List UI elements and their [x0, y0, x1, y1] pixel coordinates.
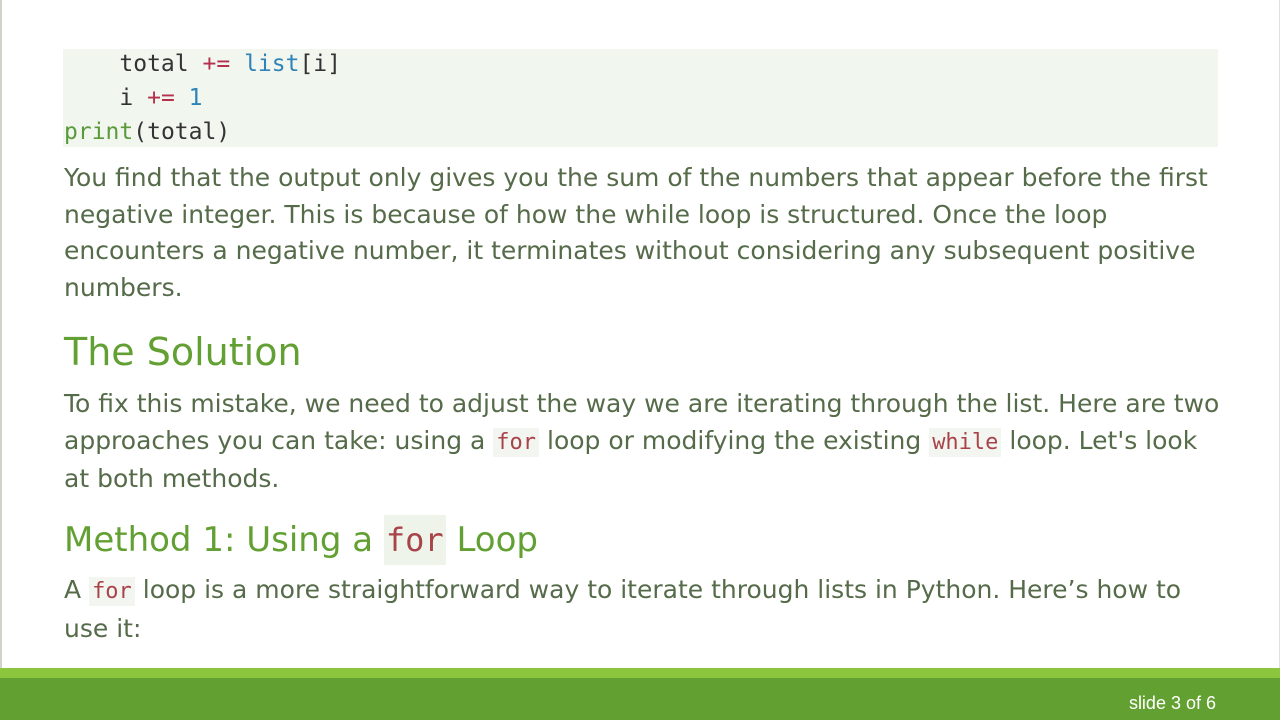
code-function: print: [64, 119, 134, 145]
method1-paragraph: [64, 572, 1224, 647]
footer-bar: [0, 678, 1280, 720]
slide-number: slide 3 of 6: [1128, 693, 1216, 713]
explanation-paragraph: You find that the output only gives you the sum of the numbers that appear before the first negative integer. This is because of how the while loop is structured. Once the loop encounters a negative number, it terminates without considering any subsequent positive numbers.: [64, 163, 1208, 302]
code-number: 1: [188, 85, 203, 111]
footer-accent-stripe: [0, 668, 1280, 678]
code-variable: total: [119, 51, 189, 77]
slide-left-border: [0, 0, 2, 720]
code-indent: [64, 85, 119, 111]
code-text: (total): [133, 119, 231, 145]
code-line: [64, 83, 203, 113]
paragraph-text: loop is a more straightforward way to iterate through lists in Python. Here’s how to use it:: [64, 575, 1182, 643]
method1-heading: [64, 517, 538, 563]
inline-code-while: while: [929, 428, 1001, 457]
code-function: list: [244, 51, 300, 77]
paragraph-text: loop or modifying the existing: [539, 425, 930, 455]
code-variable: i: [119, 85, 134, 111]
inline-code-for: for: [89, 577, 135, 606]
code-text: [i]: [299, 51, 341, 77]
code-indent: [64, 51, 119, 77]
paragraph-text: loop. Let's look at both methods.: [64, 425, 1198, 493]
code-line: [64, 49, 341, 79]
code-operator: +=: [202, 51, 231, 77]
paragraph-text: To fix this mistake, we need to adjust the way we are iterating through the list. Here are two approaches you can take: using a: [64, 389, 1220, 455]
code-block: [63, 49, 1218, 147]
inline-code-for: for: [493, 428, 539, 457]
code-line: [64, 117, 230, 147]
paragraph-text: A: [64, 575, 90, 604]
inline-code-for: for: [384, 515, 446, 565]
heading-text: Loop: [445, 520, 538, 560]
solution-paragraph: [64, 386, 1224, 498]
solution-heading: The Solution: [64, 330, 302, 374]
code-operator: +=: [147, 85, 175, 111]
heading-text: Method 1: Using a: [64, 520, 384, 560]
